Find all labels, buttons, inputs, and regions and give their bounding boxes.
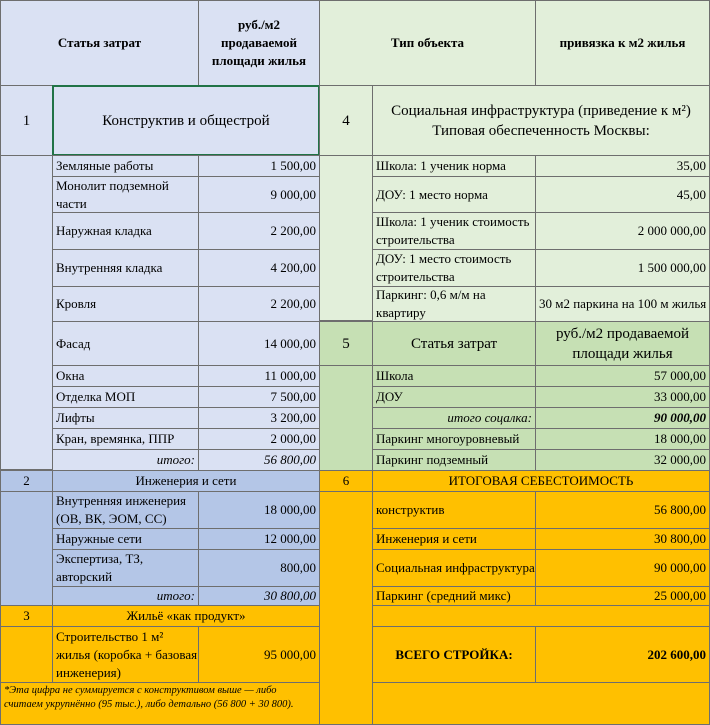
- s1-row-name[interactable]: Внутренняя кладка: [52, 249, 199, 287]
- section3-title[interactable]: Жильё «как продукт»: [52, 605, 320, 627]
- s1-row-name[interactable]: Земляные работы: [52, 155, 199, 177]
- s1-row-value[interactable]: 2 000,00: [198, 428, 320, 450]
- s2-row-value[interactable]: 18 000,00: [198, 491, 320, 529]
- s1-row-value[interactable]: 4 200,00: [198, 249, 320, 287]
- s6-row-value[interactable]: 90 000,00: [535, 549, 710, 587]
- s4-row-name[interactable]: Паркинг: 0,6 м/м на квартиру: [372, 286, 536, 322]
- section3-number[interactable]: 3: [0, 605, 53, 627]
- s3-footnote[interactable]: *Эта цифра не суммируется с конструктивом выше — либо считаем укрупнённо (95 тыс.), либо детально (56 800 + 30 800).: [0, 682, 320, 725]
- s1-row-value[interactable]: 2 200,00: [198, 212, 320, 250]
- header-cost-item[interactable]: Статья затрат: [0, 0, 199, 86]
- s4-row-value[interactable]: 45,00: [535, 176, 710, 213]
- section5-number[interactable]: 5: [319, 321, 373, 366]
- header-object-type[interactable]: Тип объекта: [319, 0, 536, 86]
- section2-number[interactable]: 2: [0, 470, 53, 492]
- s6-row-name[interactable]: Паркинг (средний микс): [372, 586, 536, 606]
- s6-footer: [372, 682, 710, 725]
- s5-row-value[interactable]: 57 000,00: [535, 365, 710, 387]
- section2-side: [0, 491, 53, 606]
- s2-row-name[interactable]: Экспертиза, ТЗ, авторский: [52, 549, 199, 587]
- section1-title[interactable]: Конструктив и общестрой: [52, 85, 320, 156]
- section6-title[interactable]: ИТОГОВАЯ СЕБЕСТОИМОСТЬ: [372, 470, 710, 492]
- s4-row-value[interactable]: 1 500 000,00: [535, 249, 710, 287]
- s1-row-value[interactable]: 7 500,00: [198, 386, 320, 408]
- s4-row-value[interactable]: 35,00: [535, 155, 710, 177]
- s2-row-value[interactable]: 800,00: [198, 549, 320, 587]
- section5-col-item[interactable]: Статья затрат: [372, 321, 536, 366]
- s6-row-name[interactable]: Инженерия и сети: [372, 528, 536, 550]
- grand-total-value[interactable]: 202 600,00: [535, 626, 710, 683]
- s1-row-value[interactable]: 11 000,00: [198, 365, 320, 387]
- s1-row-value[interactable]: 2 200,00: [198, 286, 320, 322]
- s1-row-name[interactable]: Окна: [52, 365, 199, 387]
- section4-number[interactable]: 4: [319, 85, 373, 156]
- s2-row-name[interactable]: Наружные сети: [52, 528, 199, 550]
- s5-subtotal-value[interactable]: 90 000,00: [535, 407, 710, 429]
- s1-total-value[interactable]: 56 800,00: [198, 449, 320, 471]
- section2-title[interactable]: Инженерия и сети: [52, 470, 320, 492]
- s1-row-value[interactable]: 1 500,00: [198, 155, 320, 177]
- s5-row-value[interactable]: 32 000,00: [535, 449, 710, 471]
- s1-row-value[interactable]: 14 000,00: [198, 321, 320, 366]
- s2-total-label[interactable]: итого:: [52, 586, 199, 606]
- s6-row-value[interactable]: 56 800,00: [535, 491, 710, 529]
- s6-row-value[interactable]: 30 800,00: [535, 528, 710, 550]
- s5-subtotal-label[interactable]: итого соцалка:: [372, 407, 536, 429]
- section4-title[interactable]: Социальная инфраструктура (приведение к м²) Типовая обеспеченность Москвы:: [372, 85, 710, 156]
- s1-row-value[interactable]: 9 000,00: [198, 176, 320, 213]
- section4-side: [319, 155, 373, 321]
- s5-row-name[interactable]: Паркинг многоуровневый: [372, 428, 536, 450]
- s4-row-value[interactable]: 2 000 000,00: [535, 212, 710, 250]
- s1-row-name[interactable]: Монолит подземной части: [52, 176, 199, 213]
- s4-row-name[interactable]: Школа: 1 ученик норма: [372, 155, 536, 177]
- s5-row-value[interactable]: 33 000,00: [535, 386, 710, 408]
- s6-spacer: [372, 605, 710, 627]
- s4-row-name[interactable]: ДОУ: 1 место норма: [372, 176, 536, 213]
- s1-row-name[interactable]: Кровля: [52, 286, 199, 322]
- s6-row-name[interactable]: конструктив: [372, 491, 536, 529]
- s3-row-value[interactable]: 95 000,00: [198, 626, 320, 683]
- s4-row-name[interactable]: Школа: 1 ученик стоимость строительства: [372, 212, 536, 250]
- section5-col-price[interactable]: руб./м2 продаваемой площади жилья: [535, 321, 710, 366]
- s5-row-name[interactable]: ДОУ: [372, 386, 536, 408]
- s2-row-value[interactable]: 12 000,00: [198, 528, 320, 550]
- section5-side: [319, 365, 373, 471]
- s4-row-name[interactable]: ДОУ: 1 место стоимость строительства: [372, 249, 536, 287]
- s1-row-name[interactable]: Наружная кладка: [52, 212, 199, 250]
- header-price-per-m2[interactable]: руб./м2 продаваемой площади жилья: [198, 0, 320, 86]
- s1-row-name[interactable]: Лифты: [52, 407, 199, 429]
- section1-number[interactable]: 1: [0, 85, 53, 156]
- s2-row-name[interactable]: Внутренняя инженерия (ОВ, ВК, ЭОМ, СС): [52, 491, 199, 529]
- s3-row-name[interactable]: Строительство 1 м² жилья (коробка + базовая инженерия): [52, 626, 199, 683]
- grand-total-label[interactable]: ВСЕГО СТРОЙКА:: [372, 626, 536, 683]
- section1-side: [0, 155, 53, 470]
- header-binding[interactable]: привязка к м2 жилья: [535, 0, 710, 86]
- s4-row-value[interactable]: 30 м2 паркина на 100 м жилья: [535, 286, 710, 322]
- s5-row-name[interactable]: Школа: [372, 365, 536, 387]
- s2-total-value[interactable]: 30 800,00: [198, 586, 320, 606]
- section3-side: [0, 626, 53, 683]
- section6-number[interactable]: 6: [319, 470, 373, 492]
- s1-row-name[interactable]: Отделка МОП: [52, 386, 199, 408]
- s6-row-name[interactable]: Социальная инфраструктура: [372, 549, 536, 587]
- s6-row-value[interactable]: 25 000,00: [535, 586, 710, 606]
- section6-side: [319, 491, 373, 725]
- s1-total-label[interactable]: итого:: [52, 449, 199, 471]
- s1-row-name[interactable]: Фасад: [52, 321, 199, 366]
- s5-row-name[interactable]: Паркинг подземный: [372, 449, 536, 471]
- s1-row-value[interactable]: 3 200,00: [198, 407, 320, 429]
- s5-row-value[interactable]: 18 000,00: [535, 428, 710, 450]
- s1-row-name[interactable]: Кран, времянка, ППР: [52, 428, 199, 450]
